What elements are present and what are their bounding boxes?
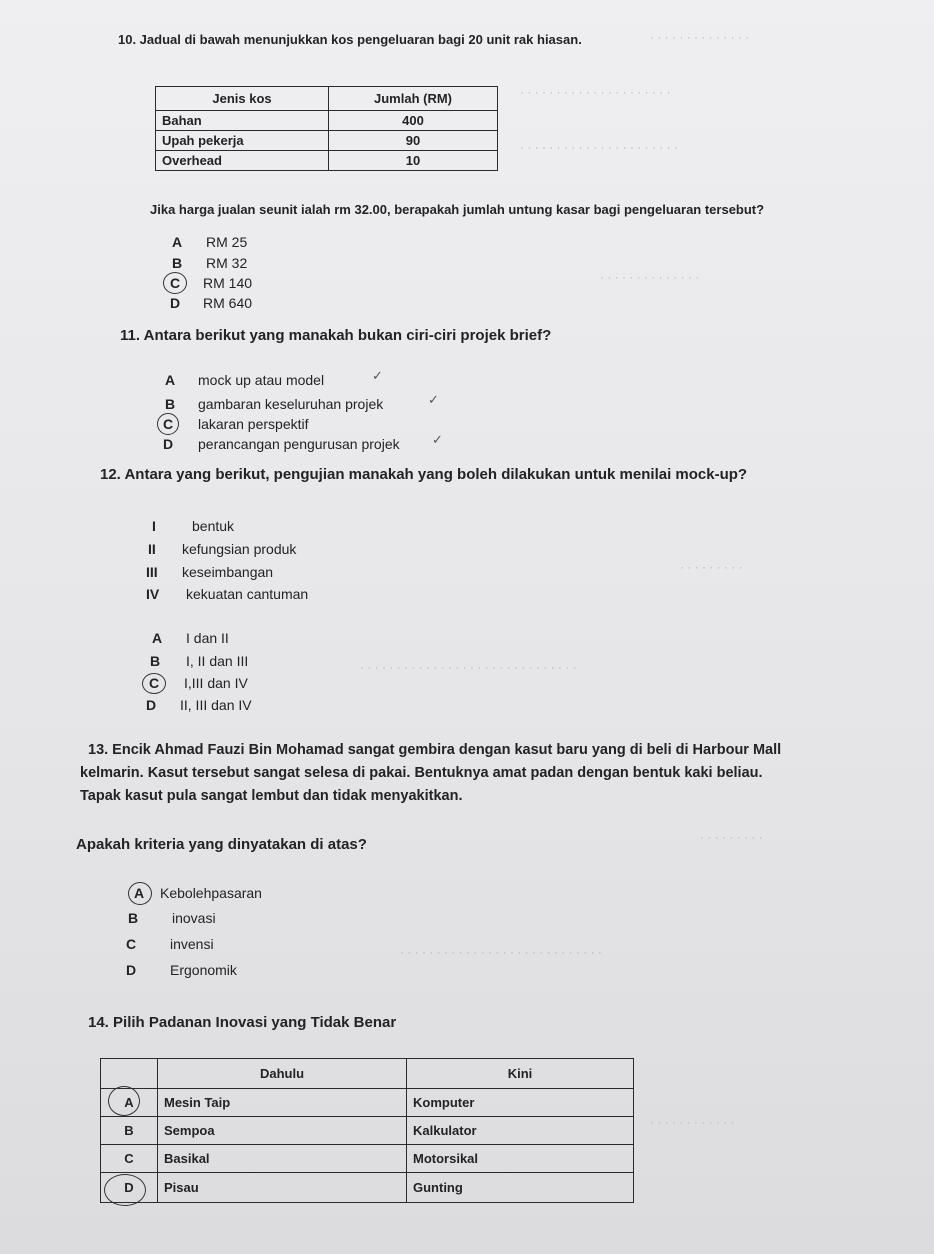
q14-innovation-table (100, 1058, 634, 1203)
q13-option-letter: D (126, 962, 137, 978)
show-through-text: · · · · · · · · · (700, 830, 763, 844)
q11-option-letter: C (163, 416, 174, 432)
show-through-text: · · · · · · · · · · · · · · · · · · · · · (520, 85, 671, 99)
q11-option-text: lakaran perspektif (198, 416, 309, 432)
q12-option-letter: C (149, 675, 160, 691)
q14-cell: Basikal (158, 1145, 407, 1173)
q11-option-letter: A (165, 372, 176, 388)
show-through-text: · · · · · · · · · · · · · · (600, 270, 700, 284)
show-through-text: · · · · · · · · · · · · · · · · · · · · · · · · · · · · (400, 945, 602, 959)
q10-option-text: RM 640 (203, 295, 253, 311)
q13-option-text: Kebolehpasaran (160, 885, 262, 901)
q12-statement-num: I (152, 518, 156, 534)
q14-question: 14. Pilih Padanan Inovasi yang Tidak Benar (88, 1014, 397, 1031)
q14-cell: Komputer (407, 1089, 634, 1117)
check-mark-icon: ✓ (432, 432, 443, 447)
show-through-text: · · · · · · · · · · · · (650, 1115, 735, 1129)
q13-question: Apakah kriteria yang dinyatakan di atas? (76, 836, 367, 853)
q11-option-letter: B (165, 396, 176, 412)
q10-header-jumlah: Jumlah (RM) (329, 87, 498, 111)
q12-statement-text: keseimbangan (182, 564, 274, 580)
q13-paragraph: kelmarin. Kasut tersebut sangat selesa di pakai. Bentuknya amat padan dengan bentuk kaki beliau. (80, 765, 763, 781)
q14-row-letter: C (101, 1145, 158, 1173)
q10-option-letter: C (170, 275, 181, 291)
q10-question: Jika harga jualan seunit ialah rm 32.00, berapakah jumlah untung kasar bagi pengeluaran tersebut? (150, 202, 765, 217)
q12-statement-text: bentuk (192, 518, 235, 534)
q13-option-letter: C (126, 936, 137, 952)
q13-option-letter: A (134, 885, 145, 901)
q14-cell: Sempoa (158, 1117, 407, 1145)
q10-cell: 90 (329, 131, 498, 151)
q14-header-kini: Kini (407, 1059, 634, 1089)
q14-cell: Pisau (158, 1173, 407, 1203)
q10-option-text: RM 25 (206, 234, 248, 250)
q10-option-text: RM 32 (206, 255, 248, 271)
answer-circle (104, 1174, 146, 1206)
q10-cost-table (155, 86, 498, 171)
q11-option-letter: D (163, 436, 174, 452)
q12-statement-num: II (148, 541, 156, 557)
q14-header-letter (101, 1059, 158, 1089)
q12-option-letter: D (146, 697, 157, 713)
q13-option-text: inovasi (172, 910, 216, 926)
q11-option-text: gambaran keseluruhan projek (198, 396, 384, 412)
q12-question: 12. Antara yang berikut, pengujian manakah yang boleh dilakukan untuk menilai mock-up? (100, 466, 748, 483)
q14-cell: Kalkulator (407, 1117, 634, 1145)
show-through-text: · · · · · · · · · · · · · · · · · · · · · · · · · · · · · · (360, 660, 577, 674)
show-through-text: · · · · · · · · · · · · · · (650, 30, 750, 44)
q12-statement-num: IV (146, 586, 160, 602)
check-mark-icon: ✓ (428, 392, 439, 407)
q12-option-text: I, II dan III (186, 653, 249, 669)
q14-row-letter: B (101, 1117, 158, 1145)
q10-title: 10. Jadual di bawah menunjukkan kos pengeluaran bagi 20 unit rak hiasan. (118, 32, 582, 47)
answer-circle (108, 1086, 140, 1116)
show-through-text: · · · · · · · · · · · · · · · · · · · · · · (520, 140, 678, 154)
q10-option-letter: D (170, 295, 181, 311)
q10-option-letter: B (172, 255, 183, 271)
q10-cell: Upah pekerja (156, 131, 329, 151)
q12-statement-num: III (146, 564, 158, 580)
q10-option-text: RM 140 (203, 275, 253, 291)
q14-row-letter: D (101, 1173, 158, 1203)
q13-paragraph: Tapak kasut pula sangat lembut dan tidak menyakitkan. (80, 788, 463, 804)
q10-cell: Overhead (156, 151, 329, 171)
q13-option-letter: B (128, 910, 139, 926)
q14-cell: Motorsikal (407, 1145, 634, 1173)
q10-cell: 10 (329, 151, 498, 171)
show-through-text: · · · · · · · · · (680, 560, 743, 574)
q10-header-jenis: Jenis kos (156, 87, 329, 111)
q14-cell: Mesin Taip (158, 1089, 407, 1117)
check-mark-icon: ✓ (372, 368, 383, 383)
q12-option-letter: A (152, 630, 163, 646)
q14-cell: Gunting (407, 1173, 634, 1203)
q10-cell: 400 (329, 111, 498, 131)
q12-statement-text: kekuatan cantuman (186, 586, 309, 602)
q12-option-text: II, III dan IV (180, 697, 252, 713)
q13-option-text: Ergonomik (170, 962, 237, 978)
q12-statement-text: kefungsian produk (182, 541, 297, 557)
q12-option-text: I dan II (186, 630, 229, 646)
q14-row-letter: A (101, 1089, 158, 1117)
q14-header-dahulu: Dahulu (158, 1059, 407, 1089)
q12-option-letter: B (150, 653, 161, 669)
q13-paragraph: 13. Encik Ahmad Fauzi Bin Mohamad sangat gembira dengan kasut baru yang di beli di Harbour Mall (88, 742, 782, 758)
q11-question: 11. Antara berikut yang manakah bukan ciri-ciri projek brief? (120, 327, 552, 344)
q10-option-letter: A (172, 234, 183, 250)
q11-option-text: mock up atau model (198, 372, 325, 388)
q13-option-text: invensi (170, 936, 214, 952)
q11-option-text: perancangan pengurusan projek (198, 436, 400, 452)
q10-cell: Bahan (156, 111, 329, 131)
q12-option-text: I,III dan IV (184, 675, 248, 691)
